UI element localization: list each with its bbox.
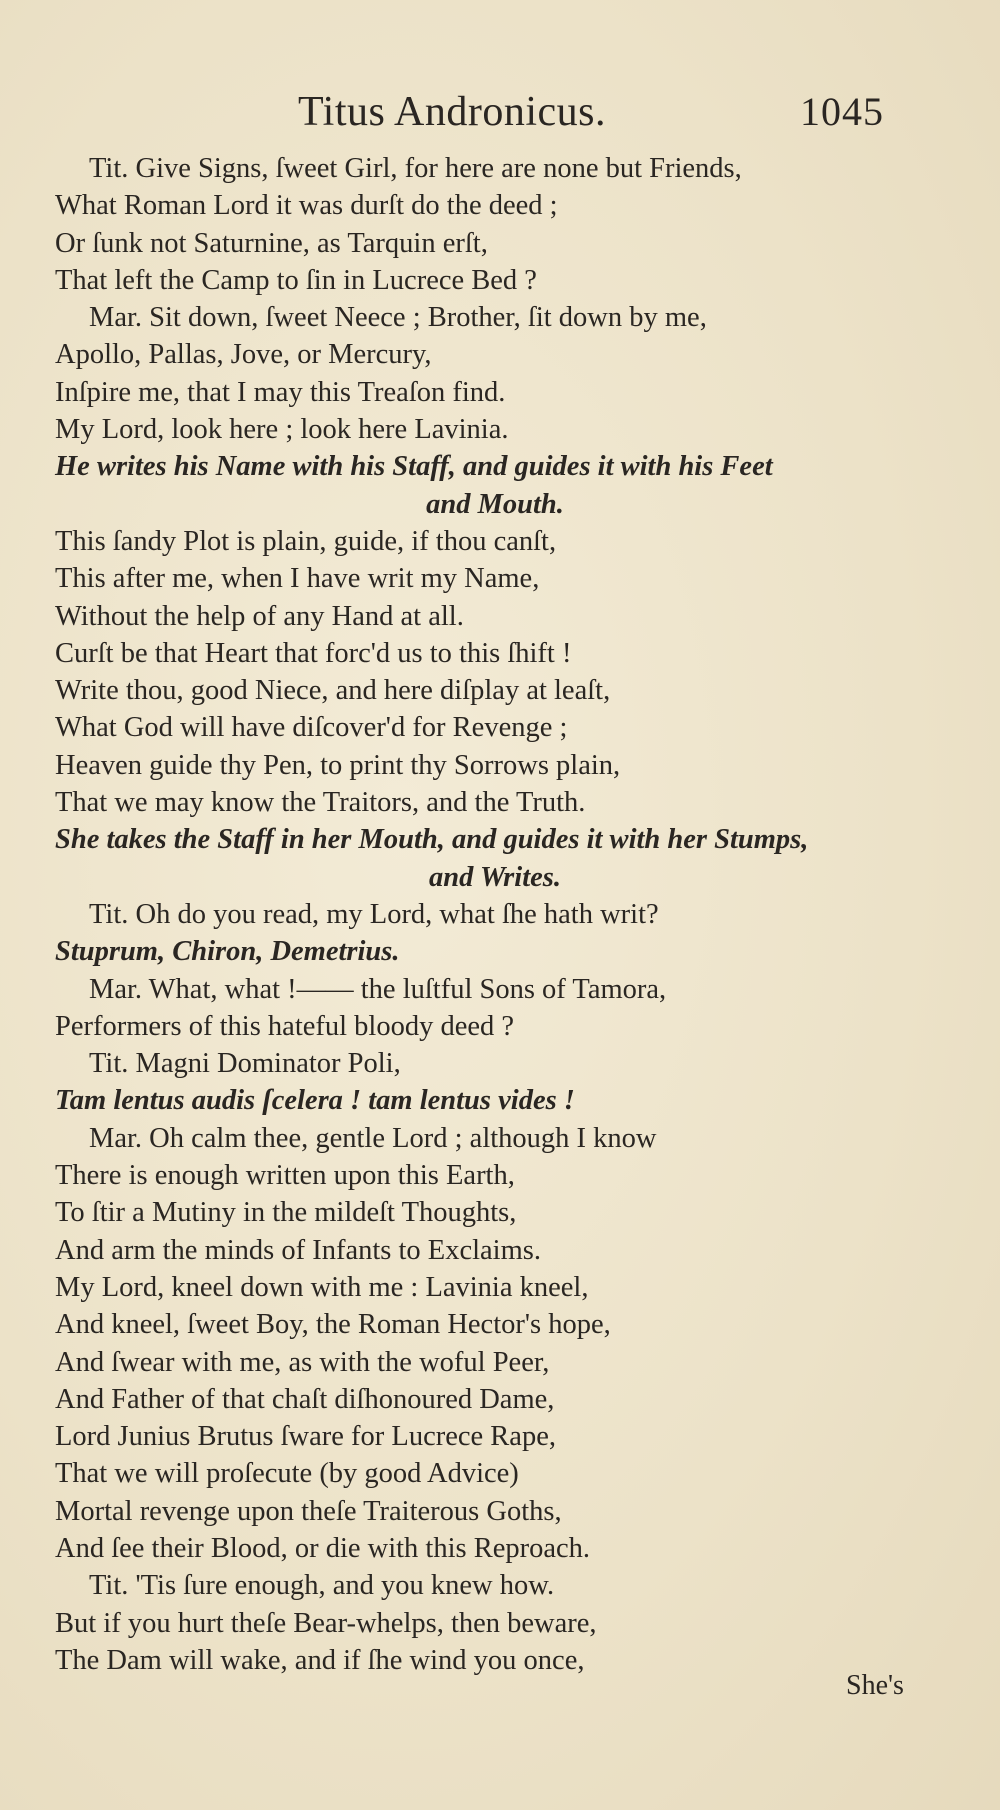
text-line: Stuprum, Chiron, Demetrius. xyxy=(55,936,400,968)
page-number: 1045 xyxy=(800,89,884,134)
text-line: Write thou, good Niece, and here diſplay at leaſt, xyxy=(55,675,611,707)
text-line: What God will have diſcover'd for Revenge ; xyxy=(55,712,568,744)
text-line: And Father of that chaſt diſhonoured Dame, xyxy=(55,1383,555,1415)
text-line: There is enough written upon this Earth, xyxy=(55,1160,515,1192)
play-text xyxy=(55,150,935,1679)
text-line: Mar. Oh calm thee, gentle Lord ; although I know xyxy=(89,1122,657,1154)
text-line: Heaven guide thy Pen, to print thy Sorrows plain, xyxy=(55,749,621,781)
text-line: But if you hurt theſe Bear-whelps, then beware, xyxy=(55,1607,597,1639)
text-line: Mortal revenge upon theſe Traiterous Goths, xyxy=(55,1495,562,1527)
text-line: Performers of this hateful bloody deed ? xyxy=(55,1010,515,1042)
text-line: Apollo, Pallas, Jove, or Mercury, xyxy=(55,339,432,371)
text-line: Curſt be that Heart that forc'd us to this ſhift ! xyxy=(55,637,572,669)
running-title: Titus Andronicus. xyxy=(298,89,607,135)
text-line: Without the help of any Hand at all. xyxy=(55,600,464,632)
text-line: My Lord, look here ; look here Lavinia. xyxy=(55,414,509,446)
catchword: She's xyxy=(846,1670,904,1701)
text-line: That we will proſecute (by good Advice) xyxy=(55,1458,519,1490)
text-line: And arm the minds of Infants to Exclaims. xyxy=(55,1234,541,1266)
text-line: Mar. Sit down, ſweet Neece ; Brother, ſit down by me, xyxy=(89,302,707,334)
text-line: To ſtir a Mutiny in the mildeſt Thoughts, xyxy=(55,1197,517,1229)
text-line: And kneel, ſweet Boy, the Roman Hector's hope, xyxy=(55,1309,611,1341)
text-line: Tit. Give Signs, ſweet Girl, for here are none but Friends, xyxy=(89,153,742,184)
text-line: That left the Camp to ſin in Lucrece Bed ? xyxy=(55,264,537,296)
text-line: The Dam will wake, and if ſhe wind you once, xyxy=(55,1644,585,1676)
text-line: This ſandy Plot is plain, guide, if thou canſt, xyxy=(55,525,557,557)
text-line: Lord Junius Brutus ſware for Lucrece Rape, xyxy=(55,1421,556,1453)
text-line: Or ſunk not Saturnine, as Tarquin erſt, xyxy=(55,227,488,259)
text-line: Tit. Magni Dominator Poli, xyxy=(89,1048,401,1080)
text-line: And ſwear with me, as with the woful Peer, xyxy=(55,1346,550,1378)
stage-direction: He writes his Name with his Staff, and guides it with his Feet xyxy=(55,451,773,483)
stage-direction: and Writes. xyxy=(429,861,561,893)
stage-direction: and Mouth. xyxy=(426,488,564,520)
page-header xyxy=(0,88,1000,144)
text-line: Inſpire me, that I may this Treaſon find. xyxy=(55,376,506,408)
text-line: Tit. Oh do you read, my Lord, what ſhe hath writ? xyxy=(89,898,659,930)
text-line: Tam lentus audis ſcelera ! tam lentus vides ! xyxy=(55,1085,575,1117)
text-line: This after me, when I have writ my Name, xyxy=(55,563,540,595)
text-line: What Roman Lord it was durſt do the deed ; xyxy=(55,190,558,222)
text-line: Mar. What, what !—— the luſtful Sons of Tamora, xyxy=(89,973,667,1005)
stage-direction: She takes the Staff in her Mouth, and guides it with her Stumps, xyxy=(55,824,809,856)
text-line: My Lord, kneel down with me : Lavinia kneel, xyxy=(55,1271,589,1303)
text-line: And ſee their Blood, or die with this Reproach. xyxy=(55,1532,591,1564)
text-line: That we may know the Traitors, and the Truth. xyxy=(55,787,586,819)
text-line: Tit. 'Tis ſure enough, and you knew how. xyxy=(89,1570,555,1602)
